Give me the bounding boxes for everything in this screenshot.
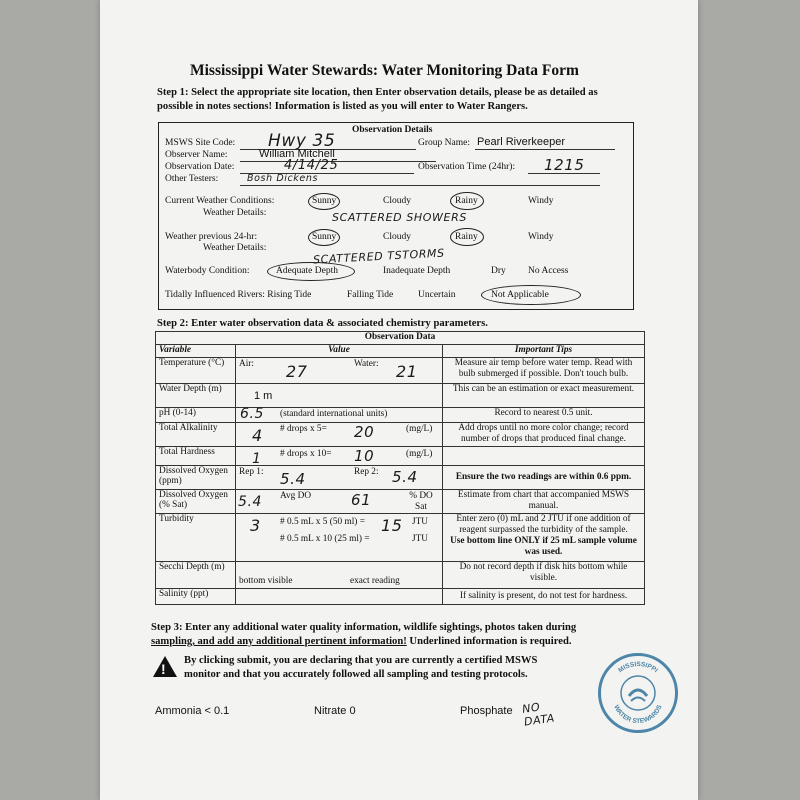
- rep2-label: Rep 2:: [354, 467, 379, 477]
- svg-text:WATER STEWARDS: [612, 703, 663, 725]
- prev-option-cloudy[interactable]: Cloudy: [383, 232, 411, 242]
- prev-option-rainy[interactable]: Rainy: [455, 232, 478, 242]
- observation-time-value[interactable]: 1215: [544, 156, 585, 174]
- msws-seal-logo: [598, 653, 678, 733]
- turbidity-tip-bold: Use bottom line ONLY if 25 mL sample volume was used.: [450, 536, 637, 557]
- secchi-depth-label: Secchi Depth (m): [156, 562, 236, 589]
- prev-weather-details-label: Weather Details:: [203, 243, 267, 253]
- secchi-exact-reading[interactable]: exact reading: [350, 576, 400, 586]
- step2-heading: Step 2: Enter water observation data & associated chemistry parameters.: [157, 318, 488, 329]
- turbidity-formula-50: # 0.5 mL x 5 (50 ml) =: [280, 517, 365, 527]
- seal-graphic: [601, 656, 675, 730]
- do-saturation-label: Dissolved Oxygen (% Sat): [156, 490, 236, 514]
- table-row: [156, 466, 645, 490]
- ph-units: (standard international units): [280, 409, 388, 419]
- turbidity-value[interactable]: 15: [381, 516, 403, 535]
- col-tips: Important Tips: [443, 345, 645, 358]
- site-code-value[interactable]: Hwy 35: [268, 131, 336, 151]
- declaration-line1: By clicking submit, you are declaring that you are currently a certified MSWS: [184, 655, 538, 666]
- weather-details-value[interactable]: SCATTERED SHOWERS: [332, 211, 467, 224]
- current-weather-label: Current Weather Conditions:: [165, 196, 275, 206]
- site-code-label: MSWS Site Code:: [165, 138, 236, 148]
- dissolved-oxygen-tip: Ensure the two readings are within 0.6 ppm.: [443, 466, 645, 490]
- water-depth-label: Water Depth (m): [156, 384, 236, 408]
- do-saturation-value[interactable]: 61: [351, 491, 372, 509]
- turbidity-tip: Enter zero (0) mL and 2 JTU if one addition of reagent surpassed the turbidity of the sample.: [456, 514, 631, 535]
- tidal-not-applicable[interactable]: Not Applicable: [491, 290, 549, 300]
- other-testers-value[interactable]: Bosh Dickens: [247, 173, 319, 184]
- rainy-circle: [450, 192, 484, 210]
- alkalinity-units: (mg/L): [406, 424, 433, 434]
- step3-required-text: sampling, and add any additional pertinent information!: [151, 636, 407, 647]
- ph-tip: Record to nearest 0.5 unit.: [443, 408, 645, 423]
- ph-label: pH (0-14): [156, 408, 236, 423]
- group-name-value[interactable]: Pearl Riverkeeper: [477, 136, 566, 148]
- phosphate-label: Phosphate: [460, 705, 513, 717]
- weather-option-windy[interactable]: Windy: [528, 196, 554, 206]
- rep2-value[interactable]: 5.4: [392, 468, 418, 486]
- turbidity-units-50: JTU: [412, 517, 429, 527]
- prev-sunny-circle: [308, 229, 340, 246]
- alkalinity-tip: Add drops until no more color change; record number of drops that produced final change.: [443, 423, 645, 447]
- rep1-value[interactable]: 5.4: [280, 470, 306, 488]
- salinity-label: Salinity (ppt): [156, 589, 236, 605]
- observer-name-label: Observer Name:: [165, 150, 228, 160]
- water-depth-value[interactable]: 1 m: [254, 390, 273, 402]
- previous-weather-label: Weather previous 24-hr:: [165, 232, 258, 242]
- seal-top-text: MISSISSIPPI: [617, 660, 659, 675]
- step3-underlined-note: Underlined information is required.: [406, 636, 572, 647]
- dissolved-oxygen-label: Dissolved Oxygen (ppm): [156, 466, 236, 490]
- col-variable: Variable: [156, 345, 236, 358]
- sunny-circle: [308, 193, 340, 210]
- turbidity-label: Turbidity: [156, 514, 236, 562]
- ph-value[interactable]: 6.5: [240, 406, 265, 422]
- step1-line1: Step 1: Select the appropriate site location, then Enter observation details, please be as detailed as: [157, 87, 598, 98]
- weather-details-label: Weather Details:: [203, 208, 267, 218]
- turbidity-units-25: JTU: [412, 534, 429, 544]
- warning-exclamation: !: [161, 661, 166, 677]
- tidal-rising-tide[interactable]: Tidally Influenced Rivers: Rising Tide: [165, 290, 312, 300]
- nitrate-value[interactable]: Nitrate 0: [314, 705, 356, 717]
- table-row: [156, 384, 645, 408]
- do-saturation-tip: Estimate from chart that accompanied MSWS manual.: [443, 490, 645, 514]
- table-row: [156, 589, 645, 605]
- table-row: [156, 408, 645, 423]
- water-depth-tip: This can be an estimation or exact measurement.: [443, 384, 645, 408]
- table-row: [156, 423, 645, 447]
- alkalinity-formula: # drops x 5=: [280, 424, 327, 434]
- tidal-uncertain[interactable]: Uncertain: [418, 290, 456, 300]
- hardness-drops[interactable]: 1: [252, 451, 262, 467]
- waterbody-no-access[interactable]: No Access: [528, 266, 569, 276]
- prev-rainy-circle: [450, 228, 484, 246]
- avg-do-label: Avg DO: [280, 491, 312, 501]
- hardness-units: (mg/L): [406, 449, 433, 459]
- adequate-depth-circle: [267, 262, 355, 281]
- observation-time-label: Observation Time (24hr):: [418, 162, 516, 172]
- salinity-tip: If salinity is present, do not test for hardness.: [443, 589, 645, 605]
- not-applicable-circle: [481, 285, 581, 305]
- observation-date-label: Observation Date:: [165, 162, 235, 172]
- alkalinity-value[interactable]: 20: [354, 423, 375, 441]
- do-saturation-left[interactable]: 5.4: [238, 494, 263, 510]
- ammonia-value[interactable]: Ammonia < 0.1: [155, 705, 230, 717]
- waterbody-condition-label: Waterbody Condition:: [165, 266, 250, 276]
- page-title: Mississippi Water Stewards: Water Monitoring Data Form: [190, 62, 579, 79]
- hardness-formula: # drops x 10=: [280, 449, 332, 459]
- step1-line2: possible in notes sections! Information is listed as you will enter to Water Rangers.: [157, 101, 528, 112]
- other-testers-line: [240, 185, 600, 186]
- weather-option-cloudy[interactable]: Cloudy: [383, 196, 411, 206]
- temperature-label: Temperature (°C): [156, 358, 236, 384]
- turbidity-formula-25: # 0.5 mL x 10 (25 ml) =: [280, 534, 370, 544]
- secchi-bottom-visible[interactable]: bottom visible: [239, 576, 293, 586]
- temperature-tip: Measure air temp before water temp. Read with bulb submerged if possible. Don't touch bulb.: [443, 358, 645, 384]
- phosphate-note[interactable]: NO DATA: [521, 700, 556, 729]
- weather-option-rainy[interactable]: Rainy: [455, 196, 478, 206]
- step3-line1: Step 3: Enter any additional water quality information, wildlife sightings, photos taken during: [151, 622, 577, 633]
- weather-option-sunny[interactable]: Sunny: [312, 196, 337, 206]
- table-row: [156, 447, 645, 466]
- alkalinity-drops[interactable]: 4: [252, 426, 263, 445]
- hardness-value[interactable]: 10: [354, 447, 375, 465]
- observer-name-value[interactable]: William Mitchell: [259, 148, 335, 160]
- prev-option-windy[interactable]: Windy: [528, 232, 554, 242]
- declaration-line2: monitor and that you accurately followed all sampling and testing protocols.: [184, 669, 528, 680]
- water-temp-value[interactable]: 21: [396, 362, 418, 381]
- rep1-label: Rep 1:: [239, 467, 264, 477]
- observation-date-value[interactable]: 4/14/25: [284, 158, 339, 173]
- prev-option-sunny[interactable]: Sunny: [312, 232, 337, 242]
- col-value: Value: [236, 345, 443, 358]
- turbidity-left[interactable]: 3: [250, 516, 261, 535]
- hardness-label: Total Hardness: [156, 447, 236, 466]
- prev-weather-details-value[interactable]: SCATTERED TSTORMS: [312, 246, 445, 267]
- seal-bottom-text: WATER STEWARDS: [612, 703, 664, 726]
- table-row: [156, 562, 645, 589]
- air-temp-value[interactable]: 27: [286, 362, 308, 381]
- secchi-tip: Do not record depth if disk hits bottom while visible.: [443, 562, 645, 589]
- group-name-line: [475, 149, 615, 150]
- do-saturation-units: % DO Sat: [409, 491, 433, 512]
- table-row: [156, 490, 645, 514]
- alkalinity-label: Total Alkalinity: [156, 423, 236, 447]
- waterbody-adequate-depth[interactable]: Adequate Depth: [276, 266, 338, 276]
- observation-data-header: Observation Data: [156, 332, 645, 345]
- water-label: Water:: [354, 359, 379, 369]
- group-name-label: Group Name:: [418, 138, 470, 148]
- waterbody-dry[interactable]: Dry: [491, 266, 506, 276]
- observation-data-table: [155, 331, 645, 605]
- step3-line2: [151, 635, 572, 648]
- svg-text:MISSISSIPPI: [617, 661, 659, 674]
- tidal-falling-tide[interactable]: Falling Tide: [347, 290, 394, 300]
- table-row: [156, 514, 645, 562]
- table-row: [156, 358, 645, 384]
- other-testers-label: Other Testers:: [165, 174, 219, 184]
- waterbody-inadequate-depth[interactable]: Inadequate Depth: [383, 266, 451, 276]
- observation-details-header: Observation Details: [352, 125, 433, 135]
- air-label: Air:: [239, 359, 254, 369]
